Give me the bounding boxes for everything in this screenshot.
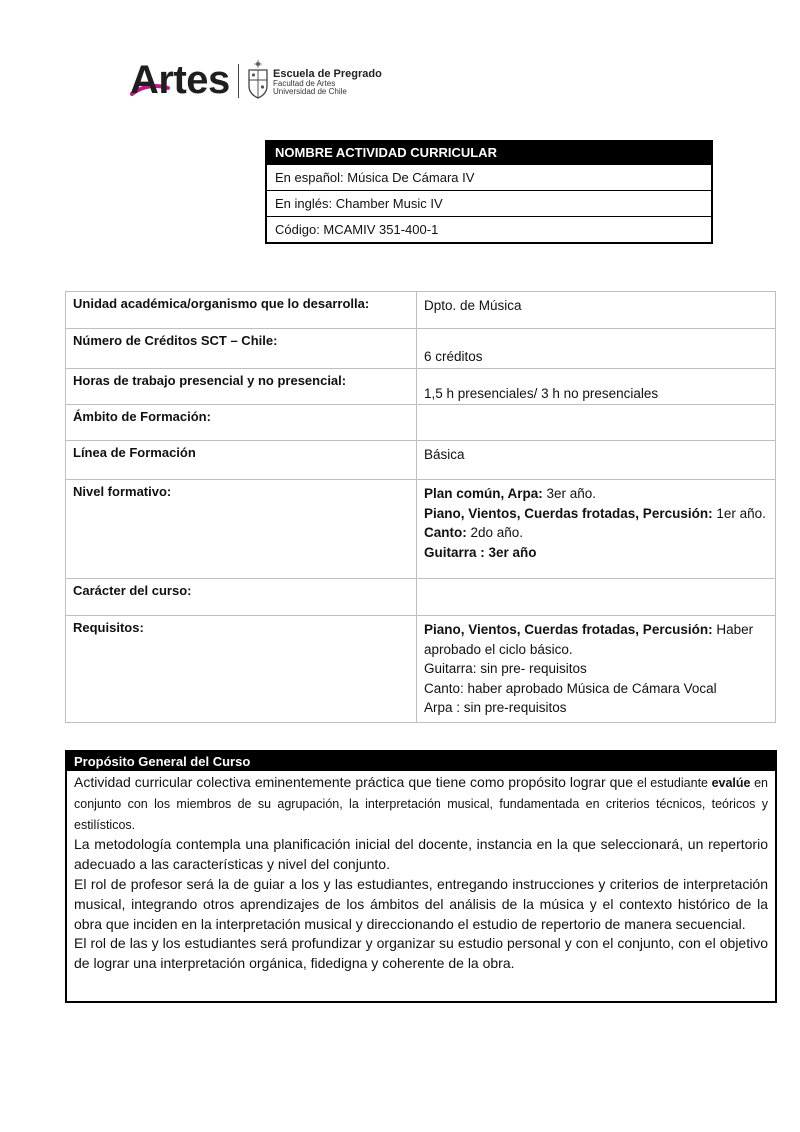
nivel-line1-text: 3er año.: [542, 486, 597, 501]
table-row: [66, 405, 776, 441]
table-row: [66, 480, 776, 579]
table-row: [66, 329, 776, 369]
purpose-p1-part-b: el estudiante: [637, 776, 712, 790]
creditos-label: Número de Créditos SCT – Chile:: [66, 329, 417, 369]
table-row: [66, 616, 776, 723]
purpose-paragraph-3: El rol de profesor será la de guiar a los y las estudiantes, entregando instrucciones y criterios de interpretación musical, integrando otros aprendizajes de los ámbitos del análisis de la música y el contexto histórico de la obra que inciden en la interpretación musical y direccionando el estudio de repertorio de manera secuencial.: [74, 875, 768, 932]
logo-wordmark: Artes: [130, 58, 230, 102]
faculty-logo: [130, 56, 390, 104]
table-row: [66, 441, 776, 480]
horas-value: 1,5 h presenciales/ 3 h no presenciales: [417, 369, 776, 405]
creditos-value: 6 créditos: [417, 329, 776, 369]
purpose-paragraph-2: La metodología contempla una planificación inicial del docente, instancia en la que seleccionará, un repertorio adecuado a las características y nivel del conjunto.: [74, 836, 768, 873]
logo-text: [273, 68, 382, 96]
linea-label: Línea de Formación: [66, 441, 417, 480]
purpose-paragraph-1: [74, 773, 768, 835]
purpose-p1-part-a: Actividad curricular colectiva eminentemente práctica que tiene como propósito lograr que: [74, 774, 637, 790]
requisitos-value: [417, 616, 776, 723]
horas-label: Horas de trabajo presencial y no presencial:: [66, 369, 417, 405]
requisitos-line1-bold: Piano, Vientos, Cuerdas frotadas, Percusión:: [424, 622, 713, 637]
nivel-line2-text: 1er año.: [712, 505, 766, 521]
logo-faculty-name: Facultad de Artes: [273, 79, 336, 88]
caracter-label: Carácter del curso:: [66, 579, 417, 616]
nivel-value: [417, 480, 776, 579]
ambito-label: Ámbito de Formación:: [66, 405, 417, 441]
logo-university-name: Universidad de Chile: [273, 87, 347, 96]
course-purpose-box: [65, 750, 777, 1003]
requisitos-label: Requisitos:: [66, 616, 417, 723]
logo-divider: [238, 64, 239, 98]
nivel-line3-bold: Canto:: [424, 525, 467, 540]
table-row: [66, 292, 776, 329]
activity-name-spanish: En español: Música De Cámara IV: [267, 164, 711, 190]
activity-code: Código: MCAMIV 351-400-1: [267, 216, 711, 242]
unidad-value: Dpto. de Música: [417, 292, 776, 329]
purpose-p1-bold: evalúe: [711, 776, 751, 790]
activity-name-english: En inglés: Chamber Music IV: [267, 190, 711, 216]
nivel-line4-bold: Guitarra : 3er año: [424, 544, 537, 560]
table-row: [66, 369, 776, 405]
requisitos-line4: Arpa : sin pre-requisitos: [424, 700, 567, 715]
unidad-label: Unidad académica/organismo que lo desarrolla:: [66, 292, 417, 329]
caracter-value: [417, 579, 776, 616]
nivel-line1-bold: Plan común, Arpa:: [424, 486, 543, 501]
purpose-paragraph-4: El rol de las y los estudiantes será profundizar y organizar su estudio personal y con el conjunto, con el objetivo de lograr una interpretación orgánica, fidedigna y coherente de la obra.: [74, 935, 768, 972]
logo-school-name: Escuela de Pregrado: [273, 68, 382, 80]
nivel-line2-bold: Piano, Vientos, Cuerdas frotadas, Percusión:: [424, 505, 713, 521]
nivel-label: Nivel formativo:: [66, 480, 417, 579]
ambito-value: [417, 405, 776, 441]
requisitos-line3: Canto: haber aprobado Música de Cámara Vocal: [424, 680, 717, 696]
purpose-header: Propósito General del Curso: [67, 752, 775, 771]
purpose-body: [67, 771, 775, 976]
nivel-line3-text: 2do año.: [466, 525, 524, 540]
university-seal-icon: [246, 60, 270, 100]
linea-value: Básica: [417, 441, 776, 480]
purpose-p1-part-c: en conjunto con los miembros de su agrupación, la interpretación musical, fundamentada en criterios técnicos, teóricos y estilísticos.: [74, 776, 768, 832]
activity-name-header: NOMBRE ACTIVIDAD CURRICULAR: [267, 142, 711, 164]
requisitos-line1-text: Haber aprobado el ciclo básico.: [424, 622, 754, 657]
table-row: [66, 579, 776, 616]
course-info-table: [65, 291, 776, 723]
activity-name-table: [265, 140, 713, 244]
requisitos-line2: Guitarra: sin pre- requisitos: [424, 661, 587, 676]
